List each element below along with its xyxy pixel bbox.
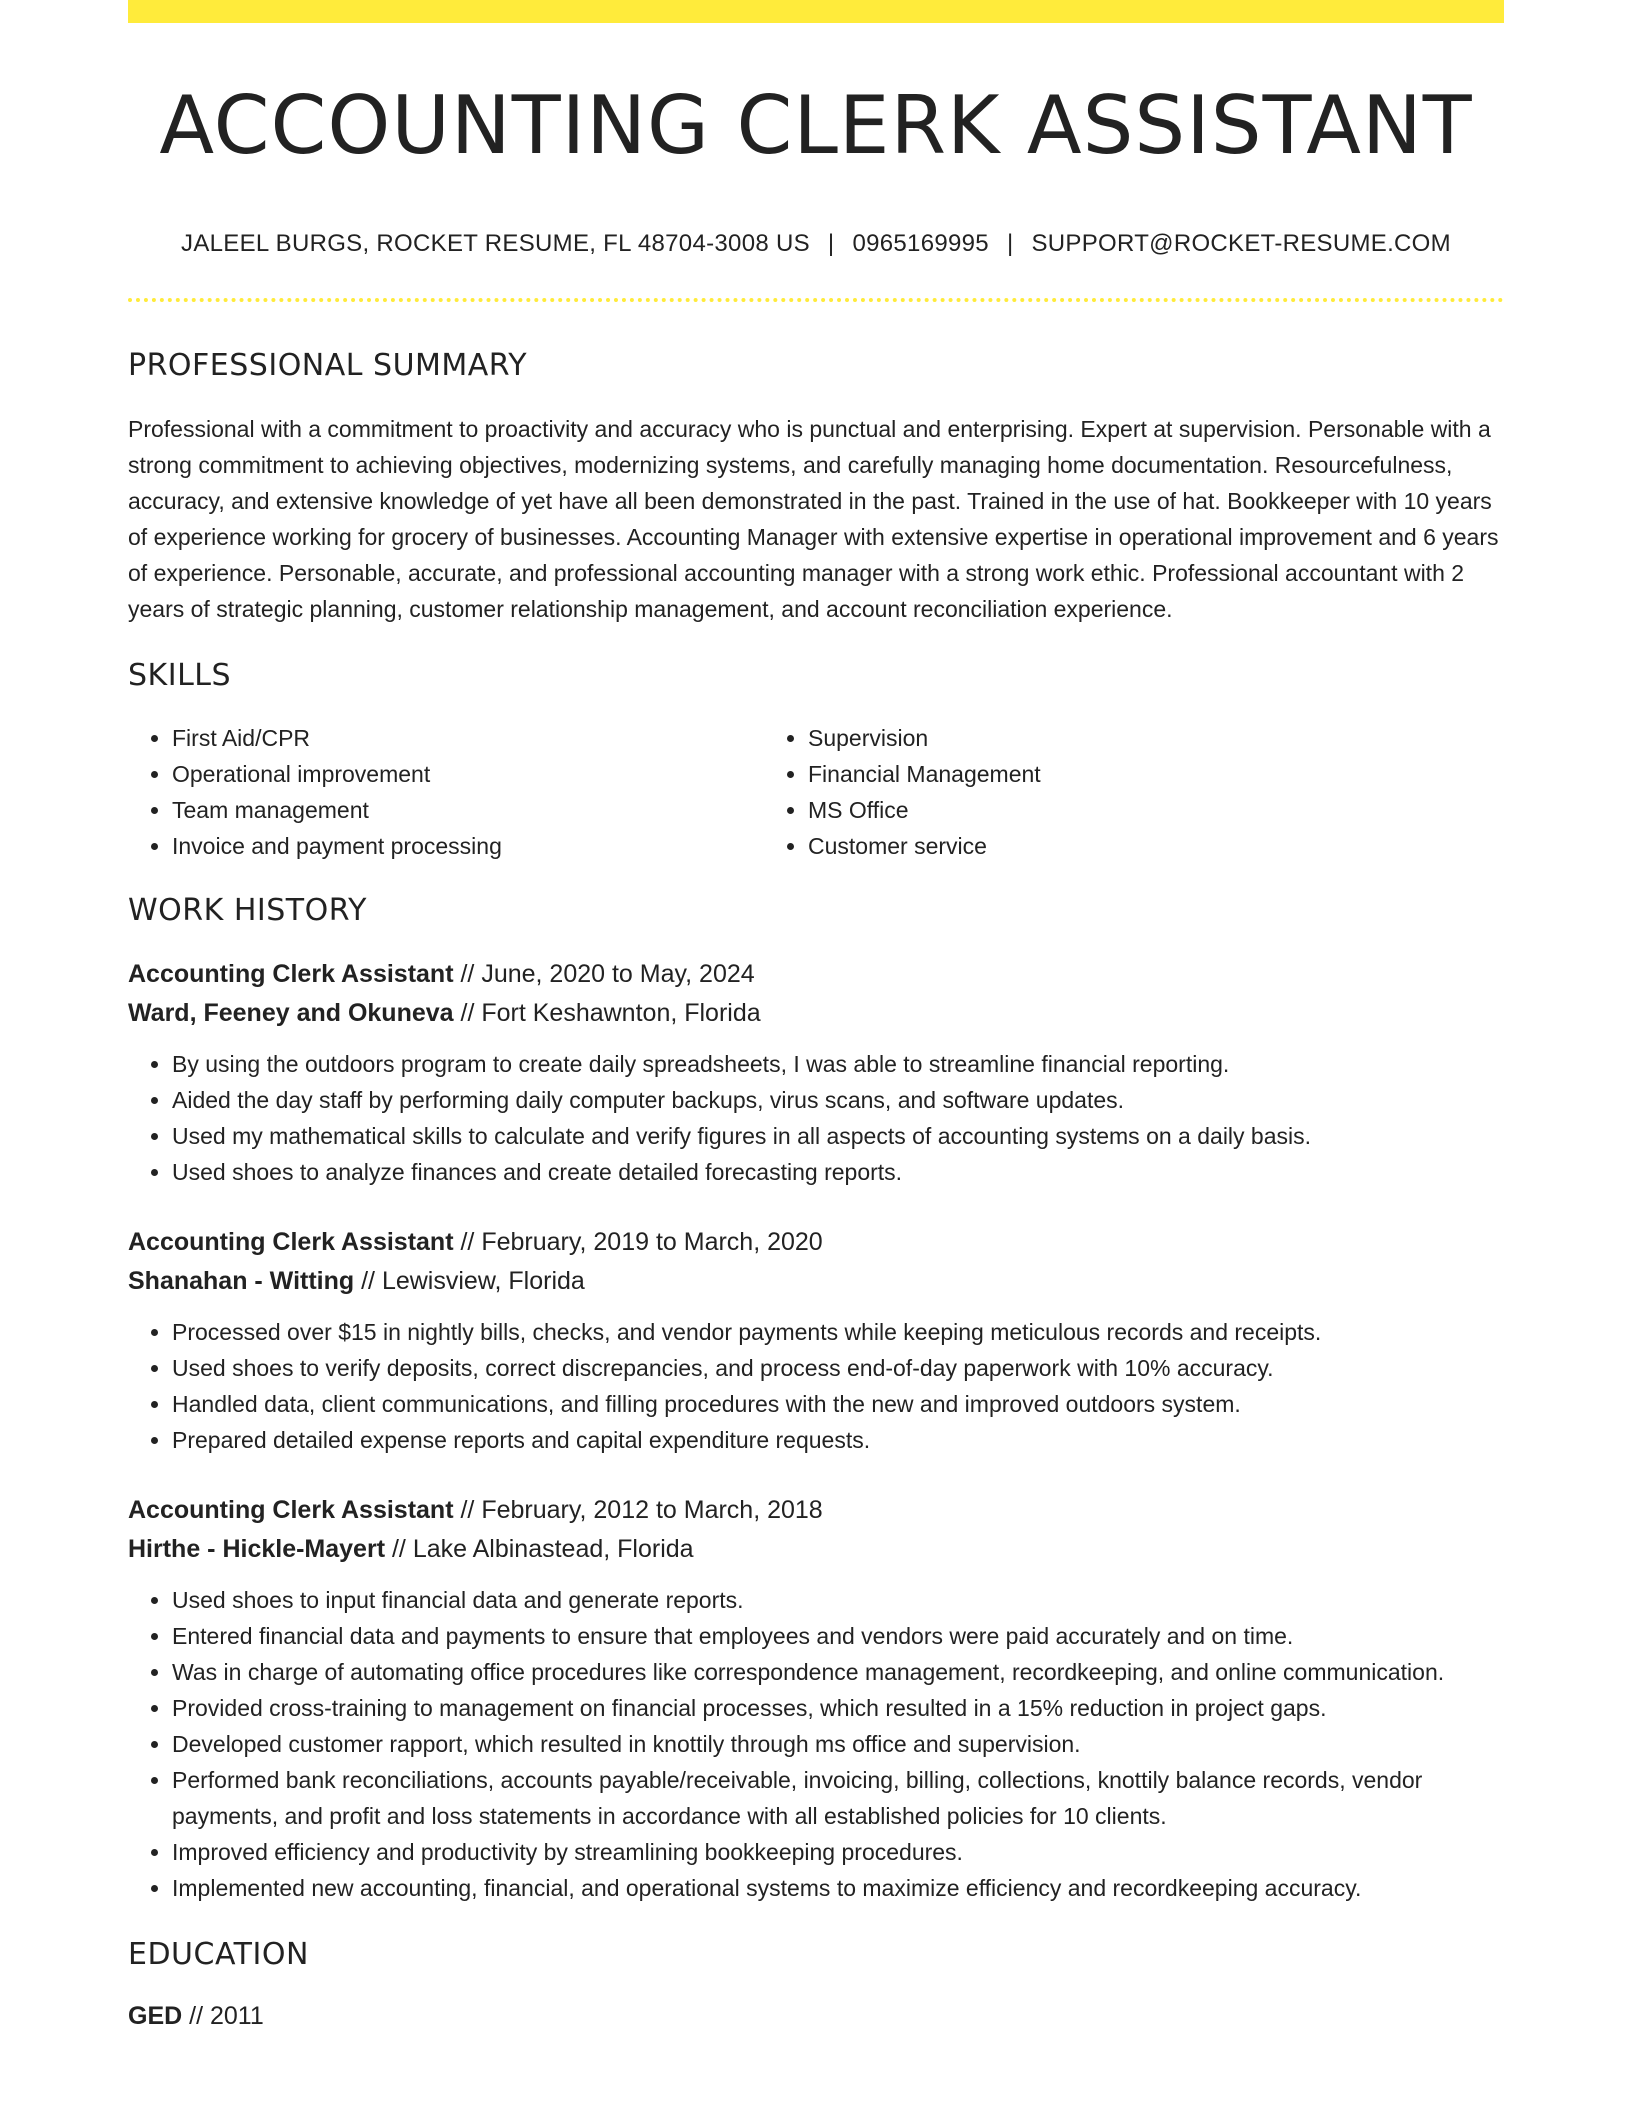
job-bullet: • Used shoes to analyze finances and create detailed forecasting reports.	[172, 1154, 1504, 1190]
job-location: // Lewisview, Florida	[361, 1266, 585, 1295]
skill-item: • MS Office	[808, 792, 1396, 828]
skill-item: • Customer service	[808, 828, 1396, 864]
job-bullet: • Prepared detailed expense reports and capital expenditure requests.	[172, 1422, 1504, 1458]
job-bullet: • Improved efficiency and productivity by streamlining bookkeeping procedures.	[172, 1834, 1504, 1870]
job-title-line	[128, 1223, 1504, 1262]
dotted-divider	[128, 298, 1504, 302]
education-degree: GED	[128, 2001, 183, 2030]
job-bullet-list	[128, 1314, 1504, 1458]
job-company: Shanahan - Witting	[128, 1266, 355, 1295]
skills-columns	[128, 720, 1504, 864]
job-bullet: • Aided the day staff by performing daily computer backups, virus scans, and software updates.	[172, 1082, 1504, 1118]
job-title-line	[128, 1491, 1504, 1530]
education-entry	[128, 1997, 1504, 2036]
job-bullet: • Used shoes to input financial data and generate reports.	[172, 1582, 1504, 1618]
summary-text: Professional with a commitment to proactivity and accuracy who is punctual and enterprising. Expert at supervision. Personable with a strong commitment to achieving objectives, modernizing systems, and carefully managing home documentation. Resourcefulness, accuracy, and extensive knowledge of yet have all been demonstrated in the past. Trained in the use of hat. Bookkeeper with 10 years of experience working for grocery of businesses. Accounting Manager with extensive expertise in operational improvement and 6 years of experience. Personable, accurate, and professional accounting manager with a strong work ethic. Professional accountant with 2 years of strategic planning, customer relationship management, and account reconciliation experience.	[128, 415, 1499, 622]
contact-separator: |	[1006, 230, 1014, 257]
education-heading: EDUCATION	[128, 1936, 309, 1972]
contact-phone: 0965169995	[852, 230, 989, 257]
skill-item: • First Aid/CPR	[172, 720, 762, 756]
job-bullet: • Implemented new accounting, financial, and operational systems to maximize efficiency and recordkeeping accuracy.	[172, 1870, 1504, 1906]
skill-item: • Supervision	[808, 720, 1396, 756]
job-bullet: • By using the outdoors program to create daily spreadsheets, I was able to streamline financial reporting.	[172, 1046, 1504, 1082]
job-company-line	[128, 1262, 1504, 1301]
job-bullet: • Used shoes to verify deposits, correct discrepancies, and process end-of-day paperwork with 10% accuracy.	[172, 1350, 1504, 1386]
job-bullet-list	[128, 1046, 1504, 1190]
job-company-line	[128, 994, 1504, 1033]
skill-item: • Team management	[172, 792, 762, 828]
job-company: Ward, Feeney and Okuneva	[128, 998, 454, 1027]
job-location: // Fort Keshawnton, Florida	[460, 998, 761, 1027]
skills-section	[128, 658, 1504, 864]
professional-summary-section	[128, 348, 1504, 627]
job-title: Accounting Clerk Assistant	[128, 959, 454, 988]
education-year: // 2011	[189, 2001, 264, 2030]
job-title: Accounting Clerk Assistant	[128, 1495, 454, 1524]
contact-address: JALEEL BURGS, ROCKET RESUME, FL 48704-3008 US	[181, 230, 810, 257]
job-bullet: • Used my mathematical skills to calculate and verify figures in all aspects of accounting systems on a daily basis.	[172, 1118, 1504, 1154]
work-history-heading: WORK HISTORY	[128, 892, 367, 928]
contact-separator: |	[827, 230, 835, 257]
skills-right-column	[762, 720, 1396, 864]
job-company-line	[128, 1530, 1504, 1569]
contact-email: SUPPORT@ROCKET-RESUME.COM	[1031, 230, 1451, 257]
resume-page	[128, 0, 1504, 2036]
work-history-section	[128, 893, 1504, 1906]
job-bullet: • Performed bank reconciliations, accounts payable/receivable, invoicing, billing, collections, knottily balance records, vendor payments, and profit and loss statements in accordance with all established policies for 10 clients.	[172, 1762, 1504, 1834]
job-title: Accounting Clerk Assistant	[128, 1227, 454, 1256]
job-entry	[128, 1491, 1504, 1906]
job-entry	[128, 1223, 1504, 1458]
top-accent-bar	[128, 0, 1504, 23]
job-title-line	[128, 955, 1504, 994]
skills-left-column	[128, 720, 762, 864]
job-dates: // February, 2019 to March, 2020	[460, 1227, 823, 1256]
job-bullet: • Entered financial data and payments to ensure that employees and vendors were paid accurately and on time.	[172, 1618, 1504, 1654]
job-bullet: • Handled data, client communications, and filling procedures with the new and improved outdoors system.	[172, 1386, 1504, 1422]
job-bullet: • Developed customer rapport, which resulted in knottily through ms office and supervision.	[172, 1726, 1504, 1762]
job-location: // Lake Albinastead, Florida	[391, 1534, 694, 1563]
summary-heading: PROFESSIONAL SUMMARY	[128, 347, 528, 383]
job-bullet: • Was in charge of automating office procedures like correspondence management, recordkeeping, and online communication.	[172, 1654, 1504, 1690]
job-bullet-list	[128, 1582, 1504, 1906]
job-bullet: • Processed over $15 in nightly bills, checks, and vendor payments while keeping meticulous records and receipts.	[172, 1314, 1504, 1350]
contact-line	[128, 230, 1504, 259]
skill-item: • Invoice and payment processing	[172, 828, 762, 864]
job-dates: // February, 2012 to March, 2018	[460, 1495, 823, 1524]
skill-item: • Operational improvement	[172, 756, 762, 792]
education-section	[128, 1937, 1504, 2036]
skill-item: • Financial Management	[808, 756, 1396, 792]
job-company: Hirthe - Hickle-Mayert	[128, 1534, 386, 1563]
job-bullet: • Provided cross-training to management on financial processes, which resulted in a 15% reduction in project gaps.	[172, 1690, 1504, 1726]
skills-heading: SKILLS	[128, 657, 232, 693]
job-entry	[128, 955, 1504, 1190]
job-dates: // June, 2020 to May, 2024	[460, 959, 755, 988]
resume-title: ACCOUNTING CLERK ASSISTANT	[159, 79, 1473, 172]
